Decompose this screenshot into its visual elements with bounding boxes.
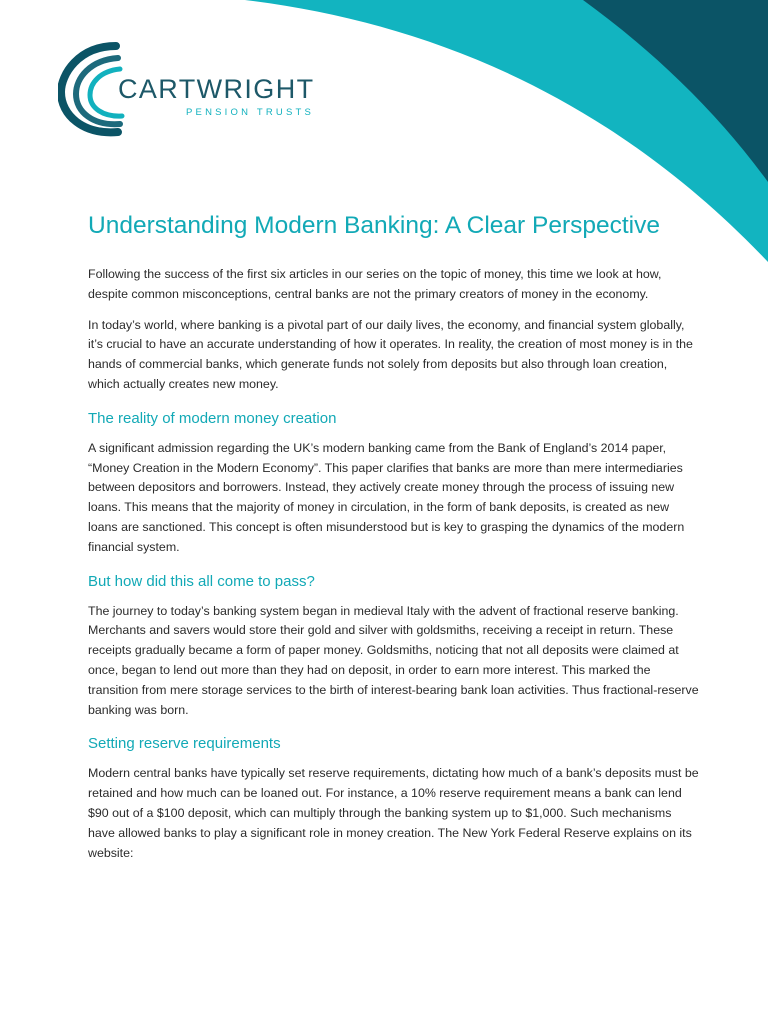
- section-body-reserve-requirements: Modern central banks have typically set reserve requirements, dictating how much of a bank’s deposits must be retained and how much can be loaned out. For instance, a 10% reserve requirement means a bank can lend $90 out of a $100 deposit, which can multiply through the banking system up to $1,000. Such mechanisms have allowed banks to play a significant role in money creation. The New York Federal Reserve explains on its website:: [88, 766, 699, 860]
- section-heading-reserve-requirements: Setting reserve requirements: [88, 735, 281, 753]
- article: [88, 211, 700, 874]
- section-body-money-creation: A significant admission regarding the UK’s modern banking came from the Bank of England’s 2014 paper, “Money Creation in the Modern Economy”. This paper clarifies that banks are more than mere intermediaries between depositors and borrowers. Instead, they actively create money through the process of issuing new loans. This means that the majority of money in circulation, in the form of bank deposits, is created as new loans are sanctioned. This concept is often misunderstood but is key to grasping the dynamics of the modern financial system.: [88, 440, 685, 554]
- brand-name: CARTWRIGHT: [118, 74, 315, 104]
- intro-paragraph-2: In today’s world, where banking is a pivotal part of our daily lives, the economy, and financial system globally, it’s crucial to have an accurate understanding of how it operates. In reality, the creation of most money is in the hands of commercial banks, which generate funds not solely from deposits but also through loan creation, which actually creates new money.: [88, 317, 693, 391]
- intro-paragraph-1: Following the success of the first six articles in our series on the topic of money, this time we look at how, despite common misconceptions, central banks are not the primary creators of money in the economy.: [88, 267, 662, 301]
- section-heading-money-creation: The reality of modern money creation: [88, 409, 337, 427]
- section-body-history: The journey to today’s banking system began in medieval Italy with the advent of fractional reserve banking. Merchants and savers would store their gold and silver with goldsmiths, receiving a receipt in return. These receipts gradually became a form of paper money. Goldsmiths, noticing that not all deposits were claimed at once, began to lend out more than they had on deposit, in order to earn more interest. This marked the transition from mere storage services to the birth of interest-bearing bank loan activities. Thus fractional-reserve banking was born.: [88, 603, 699, 717]
- cartwright-logo: [58, 40, 320, 140]
- brand-tagline: PENSION TRUSTS: [186, 107, 315, 118]
- article-title: Understanding Modern Banking: A Clear Perspective: [88, 212, 660, 239]
- section-heading-history: But how did this all come to pass?: [88, 572, 315, 590]
